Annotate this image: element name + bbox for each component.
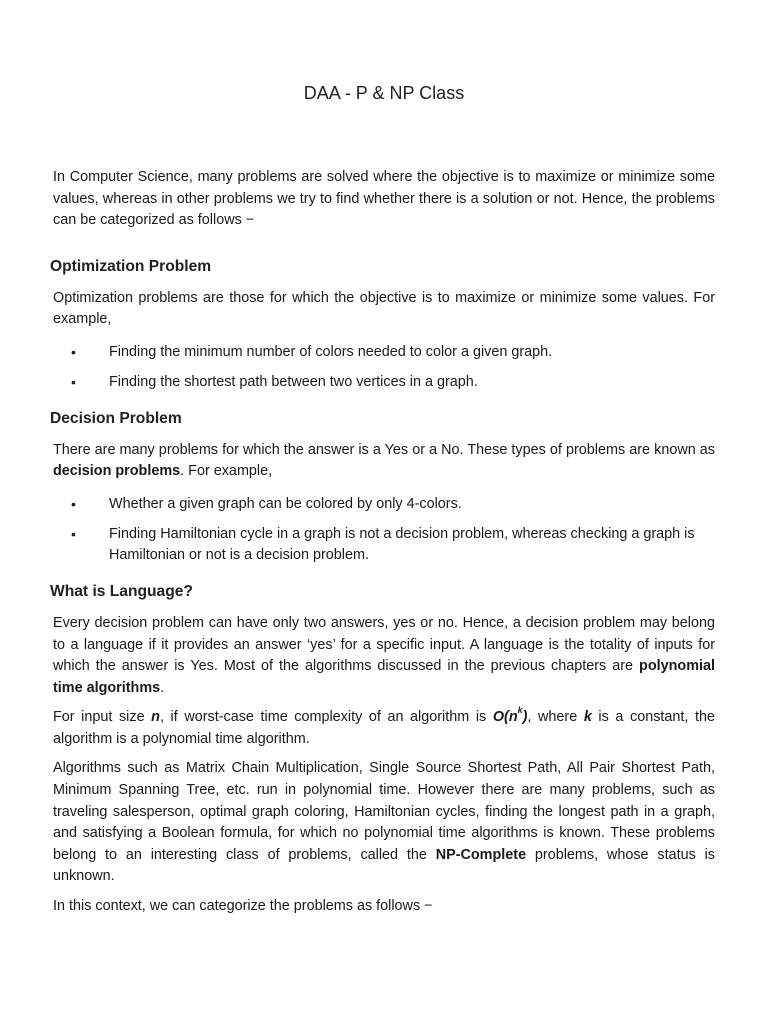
list-item: • Whether a given graph can be colored by only 4-colors. <box>53 494 715 516</box>
bold-term: decision problems <box>53 463 181 480</box>
text-span: . <box>160 679 165 696</box>
text-span: problems, whose status is unknown. <box>53 846 715 885</box>
decision-paragraph <box>53 440 715 483</box>
text-span: Algorithms such as Matrix Chain Multiplication, Single Source Shortest Path, All Pair Shortest Path, Minimum Spanning Tree, etc. run in polynomial time. However there are many problems, such as traveling salesperson, optimal graph coloring, Hamiltonian cycles, finding the longest path in a graph, and satisfying a Boolean formula, for which no polynomial time algorithms is known. These problems belong to an interesting class of problems, called the <box>53 760 715 863</box>
math-variable: k <box>583 709 592 726</box>
text-span: , where <box>527 709 584 726</box>
list-item: • Finding the shortest path between two vertices in a graph. <box>53 372 715 394</box>
text-span: For input size <box>53 709 152 726</box>
list-item: • Finding Hamiltonian cycle in a graph is not a decision problem, whereas checking a graph is Hamiltonian or not is a decision problem. <box>53 524 715 567</box>
math-text: O(n <box>492 709 518 726</box>
intro-paragraph: In Computer Science, many problems are solved where the objective is to maximize or minimize some values, whereas in other problems we try to find whether there is a solution or not. Hence, the problems can be categorized as follows − <box>53 169 715 229</box>
language-heading: What is Language? <box>50 582 193 600</box>
language-paragraph-2 <box>53 707 715 750</box>
math-expression <box>492 705 528 726</box>
language-paragraph-3 <box>53 758 715 888</box>
bold-term: polynomial time algorithms <box>53 658 715 696</box>
math-text: ) <box>522 709 528 726</box>
text-span: . For example, <box>180 463 273 480</box>
text-span: is a constant, the algorithm is a polynomial time algorithm. <box>53 709 715 747</box>
text-span: There are many problems for which the answer is a Yes or a No. These types of problems are known as <box>53 441 715 458</box>
bold-term: NP-Complete <box>435 846 527 863</box>
math-variable: n <box>151 709 160 726</box>
decision-list <box>53 494 715 567</box>
optimization-list <box>53 342 715 394</box>
text-span: , if worst-case time complexity of an algorithm is <box>159 709 493 726</box>
language-paragraph-1 <box>53 613 715 699</box>
page-title: DAA - P & NP Class <box>303 83 465 103</box>
optimization-paragraph: Optimization problems are those for which the objective is to maximize or minimize some values. For example, <box>53 289 715 328</box>
text-span: Every decision problem can have only two answers, yes or no. Hence, a decision problem may belong to a language if it provides an answer ‘yes’ for a specific input. A language is the totality of inputs for which the answer is Yes. Most of the algorithms discussed in the previous chapters are <box>53 614 715 675</box>
optimization-heading: Optimization Problem <box>50 257 212 275</box>
decision-heading: Decision Problem <box>50 409 182 427</box>
document-body <box>50 167 715 926</box>
language-paragraph-4: In this context, we can categorize the problems as follows − <box>53 898 433 915</box>
math-superscript: k <box>517 705 523 716</box>
list-item: • Finding the minimum number of colors needed to color a given graph. <box>53 342 715 364</box>
